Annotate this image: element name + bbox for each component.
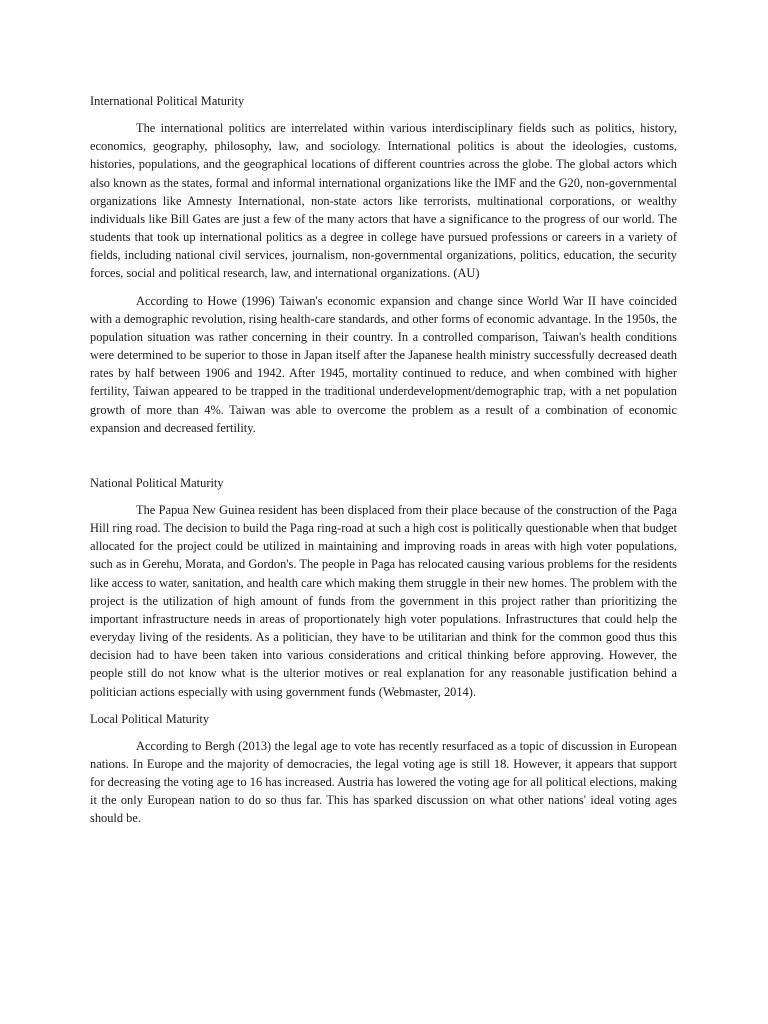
section-national	[90, 474, 677, 701]
section-local	[90, 710, 677, 828]
paragraph: The Papua New Guinea resident has been displaced from their place because of the construction of the Paga Hill ring road. The decision to build the Paga ring-road at such a high cost is politically questionable when that budget allocated for the project could be utilized in maintaining and improving roads in areas with high voter populations, such as in Gerehu, Morata, and Gordon's. The people in Paga has relocated causing various problems for the residents like access to water, sanitation, and health care which making them struggle in their new homes. The problem with the project is the utilization of high amount of funds from the government in this project rather than prioritizing the important infrastructure needs in areas of proportionately high voter populations. Infrastructures that could help the everyday living of the residents. As a politician, they have to be utilitarian and think for the common good thus this decision had to have been taken into various considerations and critical thinking before approving. However, the people still do not know what is the ulterior motives or real explanation for any reasonable justification behind a politician actions especially with using government funds (Webmaster, 2014).	[90, 502, 677, 699]
section-heading: National Political Maturity	[90, 475, 224, 490]
section-heading: Local Political Maturity	[90, 711, 210, 726]
section-heading: International Political Maturity	[90, 94, 245, 108]
section-spacer	[90, 446, 677, 474]
paragraph: The international politics are interrelated within various interdisciplinary fields such as politics, history, economics, geography, philosophy, law, and sociology. International politics is about the ideologies, customs, histories, populations, and the geographical locations of different countries across the globe. The global actors which also known as the states, formal and informal international organizations like the IMF and the G20, non-governmental organizations like Amnesty International, non-state actors like terrorists, multinational corporations, or wealthy individuals like Bill Gates are just a few of the many actors that have a significance to the progress of our world. The students that took up international politics as a degree in college have pursued professions or careers in a variety of fields, including national civil services, journalism, non-governmental organizations, politics, education, the security forces, social and political research, law, and international organizations. (AU)	[90, 121, 677, 281]
section-international	[90, 92, 677, 437]
paragraph: According to Bergh (2013) the legal age to vote has recently resurfaced as a topic of discussion in European nations. In Europe and the majority of democracies, the legal voting age is still 18. However, it appears that support for decreasing the voting age to 16 has increased. Austria has lowered the voting age for all political elections, making it the only European nation to do so thus far. This has sparked discussion on what other nations' ideal voting ages should be.	[90, 738, 677, 826]
paragraph: According to Howe (1996) Taiwan's economic expansion and change since World War II have coincided with a demographic revolution, rising health-care standards, and other forms of economic advantage. In the 1950s, the population situation was rather concerning in their country. In a controlled comparison, Taiwan's health conditions were determined to be superior to those in Japan itself after the Japanese health ministry successfully decreased death rates by half between 1906 and 1942. After 1945, mortality continued to reduce, and when combined with higher fertility, Taiwan appeared to be trapped in the traditional underdevelopment/demographic trap, with a net population growth of more than 4%. Taiwan was able to overcome the problem as a result of a combination of economic expansion and decreased fertility.	[90, 293, 677, 435]
document-page	[90, 92, 677, 837]
